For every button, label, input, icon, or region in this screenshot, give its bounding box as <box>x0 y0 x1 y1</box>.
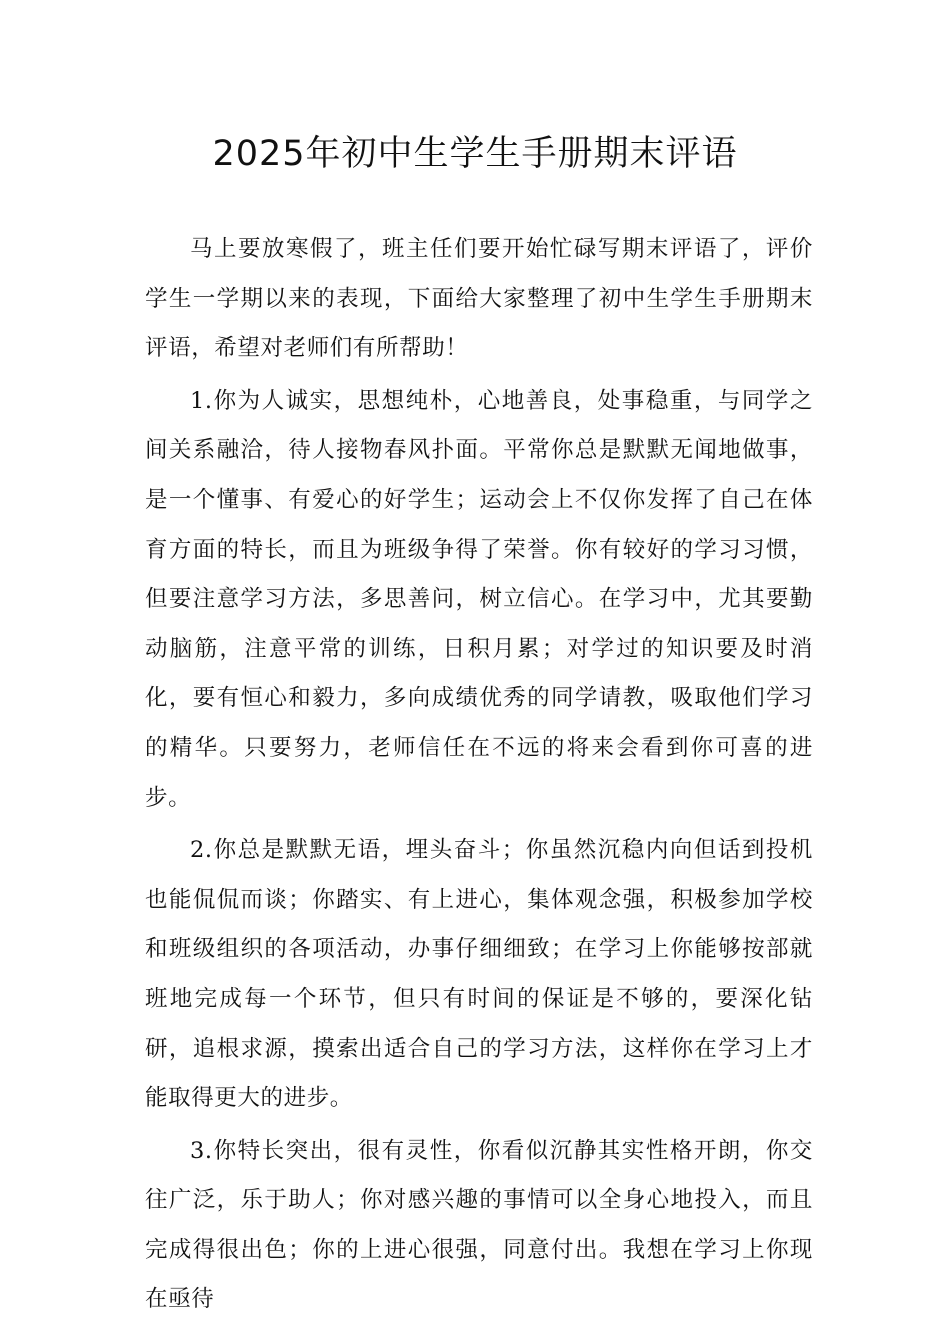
comment-paragraph-3: 3.你特长突出，很有灵性，你看似沉静其实性格开朗，你交往广泛，乐于助人；你对感兴趣的事情可以全身心地投入，而且完成得很出色；你的上进心很强，同意付出。我想在学习上你现在亟待 <box>145 1137 813 1313</box>
intro-paragraph: 马上要放寒假了，班主任们要开始忙碌写期末评语了，评价学生一学期以来的表现，下面给大家整理了初中生学生手册期末评语，希望对老师们有所帮助！ <box>145 236 813 362</box>
document-title: 2025年初中生学生手册期末评语 <box>212 134 738 174</box>
comment-paragraph-2: 2.你总是默默无语，埋头奋斗；你虽然沉稳内向但话到投机也能侃侃而谈；你踏实、有上进心，集体观念强，积极参加学校和班级组织的各项活动，办事仔细细致；在学习上你能够按部就班地完成每一个环节，但只有时间的保证是不够的，要深化钻研，追根求源，摸索出适合自己的学习方法，这样你在学习上才能取得更大的进步。 <box>145 837 813 1112</box>
comment-paragraph-1: 1.你为人诚实，思想纯朴，心地善良，处事稳重，与同学之间关系融洽，待人接物春风扑面。平常你总是默默无闻地做事，是一个懂事、有爱心的好学生；运动会上不仅你发挥了自己在体育方面的特长，而且为班级争得了荣誉。你有较好的学习习惯，但要注意学习方法，多思善问，树立信心。在学习中，尤其要勤动脑筋，注意平常的训练，日积月累；对学过的知识要及时消化，要有恒心和毅力，多向成绩优秀的同学请教，吸取他们学习的精华。只要努力，老师信任在不远的将来会看到你可喜的进步。 <box>145 387 813 811</box>
document-body <box>145 225 813 1328</box>
